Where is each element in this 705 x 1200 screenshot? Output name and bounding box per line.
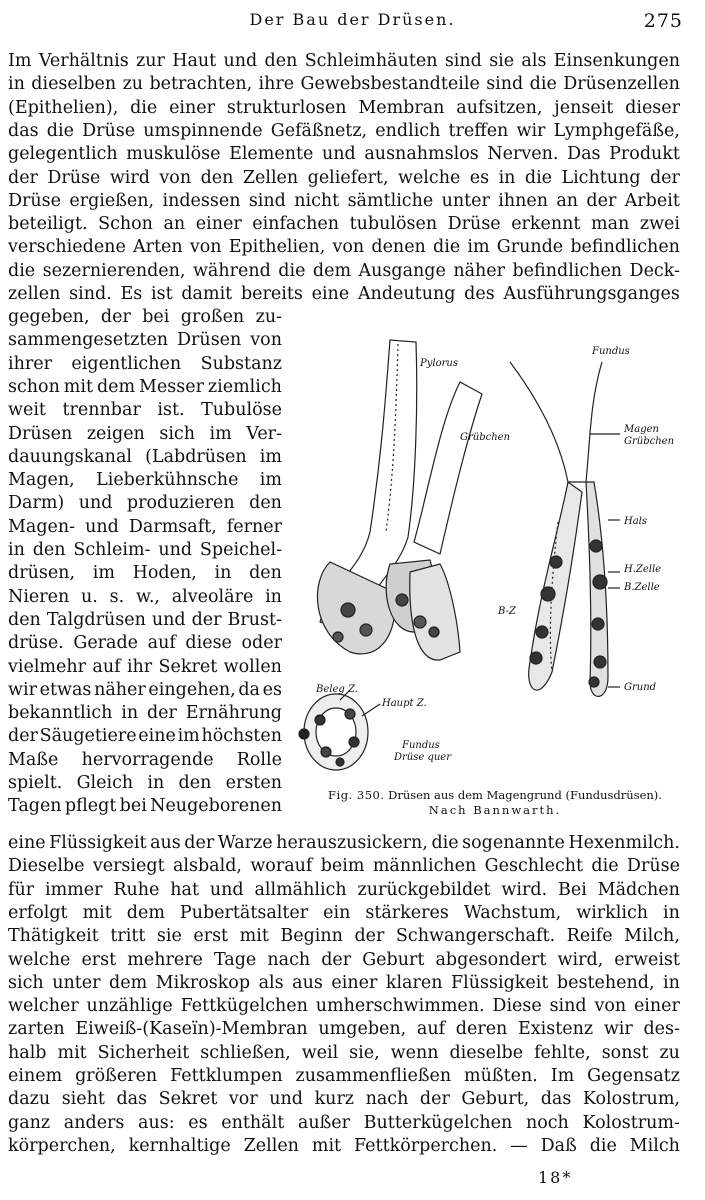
label-h-zelle: H.Zelle — [624, 564, 662, 575]
label-fundus-druese: Fundus — [402, 740, 440, 751]
text-line: zarten Eiweiß-(Kaseïn)-Membran umgeben, auf deren Existenz wir des- — [8, 1019, 680, 1040]
text-line: eine Flüssigkeit aus der Warze herauszusickern, die sogenannte Hexenmilch. — [8, 833, 680, 853]
text-line: in den Schleim- und Speichel- — [8, 540, 282, 560]
caption-credit: Nach Bannwarth. — [428, 803, 562, 817]
caption-number: Fig. 350. — [328, 788, 385, 802]
fundus-gland-drawing — [510, 362, 620, 696]
text-line: beteiligt. Schon an einer einfachen tubulösen Drüse erkennt man zwei — [8, 214, 680, 235]
text-line: ganz anders aus: es enthält außer Butterkügelchen noch Kolostrum- — [8, 1112, 680, 1133]
figure-caption — [300, 788, 690, 818]
text-line: halb mit Sicherheit schließen, weil sie, wenn dieselbe fehlte, sonst zu — [8, 1042, 680, 1063]
text-line: vielmehr auf ihr Sekret wollen — [8, 656, 282, 677]
fundus-cross-section-drawing — [299, 690, 380, 770]
pylorus-gland-drawing — [317, 340, 482, 660]
label-druese-quer: Drüse quer — [394, 752, 452, 763]
text-line: die sezernierenden, während die dem Ausgange näher befindlichen Deck- — [8, 260, 680, 281]
label-grund: Grund — [624, 682, 657, 693]
text-line: welche erst mehrere Tage nach der Geburt abgesondert wird, erweist — [8, 949, 680, 970]
text-line: dazu sieht das Sekret vor und kurz nach der Geburt, das Kolostrum, — [8, 1089, 680, 1110]
text-line: (Epithelien), die einer strukturlosen Membran aufsitzen, jenseit dieser — [8, 97, 680, 118]
label-bz: B-Z — [498, 606, 516, 617]
label-magen: Magen — [624, 424, 659, 435]
label-gruebchen: Grübchen — [460, 432, 511, 443]
gland-illustration — [290, 332, 690, 794]
text-line: Im Verhältnis zur Haut und den Schleimhäuten sind sie als Einsenkungen — [8, 51, 680, 71]
text-line: sammengesetzten Drüsen von — [8, 330, 282, 351]
text-line: gelegentlich muskulöse Elemente und ausnahmslos Nerven. Das Produkt — [8, 144, 680, 165]
running-head — [0, 8, 705, 38]
text-line: der Drüse wird von den Zellen geliefert, welche es in die Lichtung der — [8, 167, 680, 188]
text-line: sich unter dem Mikroskop als aus einer klaren Flüssigkeit bestehend, in — [8, 972, 680, 993]
text-line: gegeben, der bei großen zu- — [8, 307, 282, 327]
text-line: Dieselbe versiegt alsbald, worauf beim männlichen Geschlecht die Drüse — [8, 856, 680, 877]
text-line: Darm) und produzieren den — [8, 493, 282, 514]
text-line: welcher unzählige Fettkügelchen umherschwimmen. Diese sind von einer — [8, 996, 680, 1017]
text-line: Nieren u. s. w., alveoläre in — [8, 586, 282, 607]
text-line: verschiedene Arten von Epithelien, von denen die im Grunde befindlichen — [8, 237, 680, 258]
text-line: wir etwas näher eingehen, da es — [8, 679, 282, 700]
text-line: Drüsen zeigen sich im Ver- — [8, 423, 282, 444]
text-line: körperchen, kernhaltige Zellen mit Fettkörperchen. — Daß die Milch — [8, 1135, 680, 1156]
text-line: zellen sind. Es ist damit bereits eine Andeutung des Ausführungsganges — [8, 284, 680, 304]
text-line: Magen, Lieberkühnsche im — [8, 470, 282, 491]
text-line: Tagen pflegt bei Neugeborenen — [8, 796, 282, 817]
text-line: den Talgdrüsen und der Brust- — [8, 609, 282, 630]
caption-title: Drüsen aus dem Magengrund (Fundusdrüsen). — [388, 788, 662, 802]
text-line: Magen- und Darmsaft, ferner — [8, 516, 282, 537]
running-title: Der Bau der Drüsen. — [249, 10, 456, 29]
text-line: ihrer eigentlichen Substanz — [8, 353, 282, 374]
text-line: das die Drüse umspinnende Gefäßnetz, endlich treffen wir Lymphgefäße, — [8, 120, 680, 141]
text-line: Drüse ergießen, indessen sind nicht sämtliche unter ihnen an der Arbeit — [8, 190, 680, 211]
text-line: bekanntlich in der Ernährung — [8, 703, 282, 724]
label-haupt-z: Haupt Z. — [382, 698, 427, 709]
text-line: dauungskanal (Labdrüsen im — [8, 446, 282, 467]
text-line: spielt. Gleich in den ersten — [8, 773, 282, 793]
label-hals: Hals — [624, 516, 648, 527]
signature-mark: 18* — [538, 1168, 573, 1187]
text-line: drüsen, im Hoden, in den — [8, 563, 282, 584]
text-line: weit trennbar ist. Tubulöse — [8, 400, 282, 421]
text-line: Thätigkeit tritt sie erst mit Beginn der Schwangerschaft. Reife Milch, — [8, 926, 680, 947]
label-b-zelle: B.Zelle — [624, 582, 660, 593]
page-number: 275 — [643, 10, 683, 32]
text-line: drüse. Gerade auf diese oder — [8, 633, 282, 654]
figure-stomach-glands — [290, 332, 690, 794]
label-magen-gruebchen: Grübchen — [624, 436, 675, 447]
text-line: der Säugetiere eine im höchsten — [8, 726, 282, 747]
text-line: schon mit dem Messer ziemlich — [8, 376, 282, 397]
label-fundus: Fundus — [592, 346, 630, 357]
text-line: Maße hervorragende Rolle — [8, 749, 282, 770]
label-beleg-z: Beleg Z. — [316, 684, 358, 695]
text-line: einem größeren Fettklumpen zusammenfließen müßten. Im Gegensatz — [8, 1066, 680, 1086]
label-pylorus: Pylorus — [420, 358, 458, 369]
text-line: für immer Ruhe hat und allmählich zurückgebildet wird. Bei Mädchen — [8, 879, 680, 900]
text-line: in dieselben zu betrachten, ihre Gewebsbestandteile sind die Drüsenzellen — [8, 74, 680, 95]
text-line: erfolgt mit dem Pubertätsalter ein stärkeres Wachstum, wirklich in — [8, 902, 680, 923]
